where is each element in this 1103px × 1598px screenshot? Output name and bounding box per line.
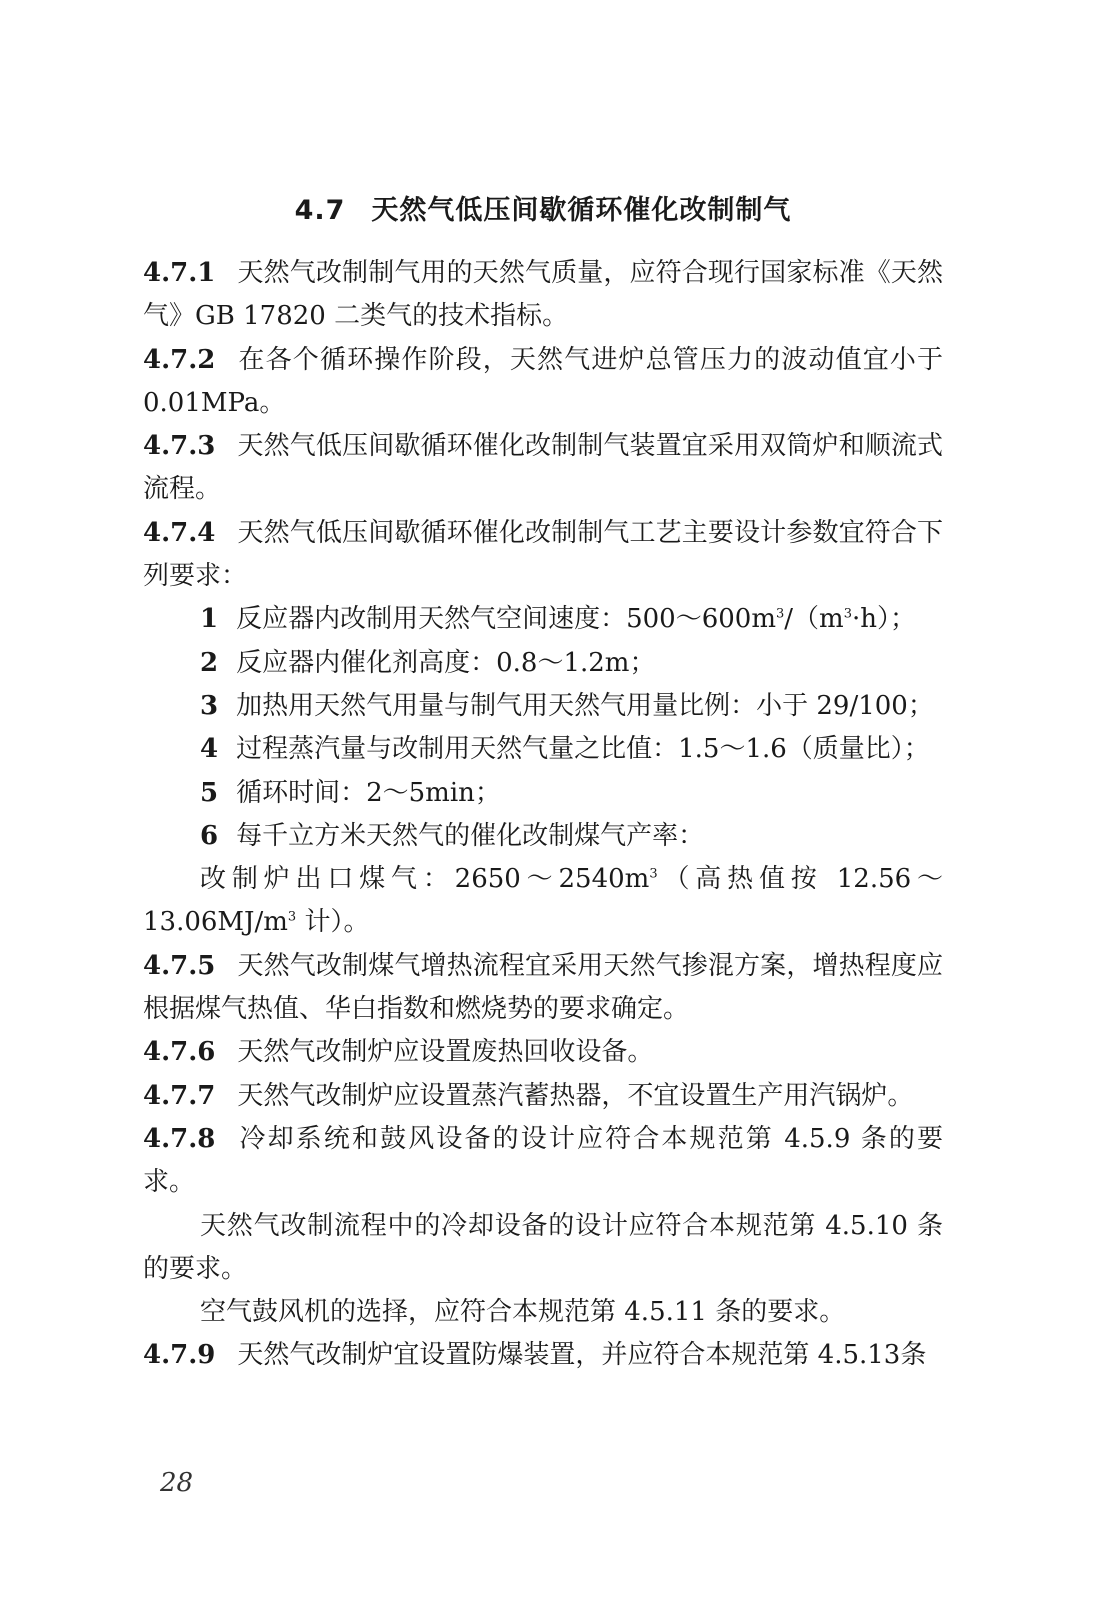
- clause-text: 天然气改制煤气增热流程宜采用天然气掺混方案，增热程度应根据煤气热值、华白指数和燃烧势的要求确定。: [143, 950, 943, 1025]
- clause-number: 4.7.2: [143, 344, 216, 375]
- yield-paragraph: [143, 858, 943, 945]
- yield-text: 改制炉出口煤气：2650～2540m: [200, 864, 650, 895]
- yield-text: （高热值按 12.56～13.06MJ/m: [143, 864, 943, 938]
- clause-number: 4.7.5: [143, 950, 216, 981]
- item-text: ·h）；: [852, 604, 917, 635]
- item-text: 过程蒸汽量与改制用天然气量之比值：1.5～1.6（质量比）；: [236, 734, 930, 765]
- clause-4-7-1: [143, 252, 943, 339]
- clause-number: 4.7.3: [143, 431, 216, 462]
- item-number: 6: [200, 820, 219, 851]
- clause-text: 天然气低压间歇循环催化改制制气装置宜采用双筒炉和顺流式流程。: [143, 431, 943, 505]
- item-number: 2: [200, 647, 219, 678]
- clause-number: 4.7.8: [143, 1123, 216, 1154]
- clause-text: 天然气改制炉应设置废热回收设备。: [237, 1037, 654, 1068]
- clause-text: 在各个循环操作阶段，天然气进炉总管压力的波动值宜小于 0.01MPa。: [143, 344, 943, 418]
- list-item: [143, 642, 943, 685]
- clause-4-7-7: [143, 1075, 943, 1118]
- list-item: [143, 815, 943, 858]
- list-item: [143, 728, 943, 771]
- item-number: 1: [200, 604, 219, 635]
- item-text: 每千立方米天然气的催化改制煤气产率：: [236, 820, 705, 851]
- section-title-text: 天然气低压间歇循环催化改制制气: [371, 195, 792, 226]
- yield-text: 计）。: [296, 907, 370, 938]
- list-item: [143, 772, 943, 815]
- clause-4-7-8: [143, 1118, 943, 1205]
- item-number: 4: [200, 734, 219, 765]
- list-item: [143, 685, 943, 728]
- list-item: [143, 598, 943, 641]
- item-text: 加热用天然气用量与制气用天然气用量比例：小于 29/100；: [236, 690, 934, 721]
- clause-number: 4.7.4: [143, 517, 216, 548]
- clause-4-7-8-para-3: 空气鼓风机的选择，应符合本规范第 4.5.11 条的要求。: [200, 1297, 846, 1328]
- item-text: 反应器内催化剂高度：0.8～1.2m；: [236, 647, 656, 678]
- superscript: 3: [649, 866, 658, 882]
- clause-4-7-9: [143, 1334, 943, 1377]
- clause-4-7-4: [143, 512, 943, 599]
- clause-number: 4.7.6: [143, 1037, 216, 1068]
- clause-text: 天然气改制炉宜设置防爆装置，并应符合本规范第 4.5.13条: [237, 1340, 927, 1371]
- clause-4-7-3: [143, 425, 943, 512]
- clause-text: 冷却系统和鼓风设备的设计应符合本规范第 4.5.9 条的要求。: [143, 1123, 943, 1198]
- clause-4-7-6: [143, 1031, 943, 1074]
- item-number: 5: [200, 777, 219, 808]
- clause-4-7-2: [143, 339, 943, 426]
- clause-number: 4.7.7: [143, 1080, 216, 1111]
- superscript: 3: [287, 909, 297, 925]
- clause-text: 天然气改制炉应设置蒸汽蓄热器，不宜设置生产用汽锅炉。: [237, 1080, 914, 1111]
- clause-number: 4.7.9: [143, 1340, 216, 1371]
- clause-number: 4.7.1: [143, 258, 216, 288]
- section-number: 4.7: [294, 195, 346, 226]
- superscript: 3: [776, 606, 785, 622]
- item-text: 循环时间：2～5min；: [236, 777, 501, 808]
- superscript: 3: [843, 606, 852, 622]
- page-number: 28: [160, 1468, 194, 1498]
- clause-text: 天然气低压间歇循环催化改制制气工艺主要设计参数宜符合下列要求：: [143, 517, 943, 592]
- clause-4-7-8-para-2: 天然气改制流程中的冷却设备的设计应符合本规范第 4.5.10 条的要求。: [143, 1210, 943, 1284]
- item-number: 3: [200, 690, 219, 721]
- item-text: /（m: [784, 604, 844, 635]
- document-body: [143, 252, 943, 1378]
- clause-text: 天然气改制制气用的天然气质量，应符合现行国家标准《天然气》GB 17820 二类气的技术指标。: [143, 258, 943, 332]
- item-text: 反应器内改制用天然气空间速度：500～600m: [236, 604, 777, 635]
- clause-4-7-5: [143, 945, 943, 1032]
- section-title: [143, 188, 943, 227]
